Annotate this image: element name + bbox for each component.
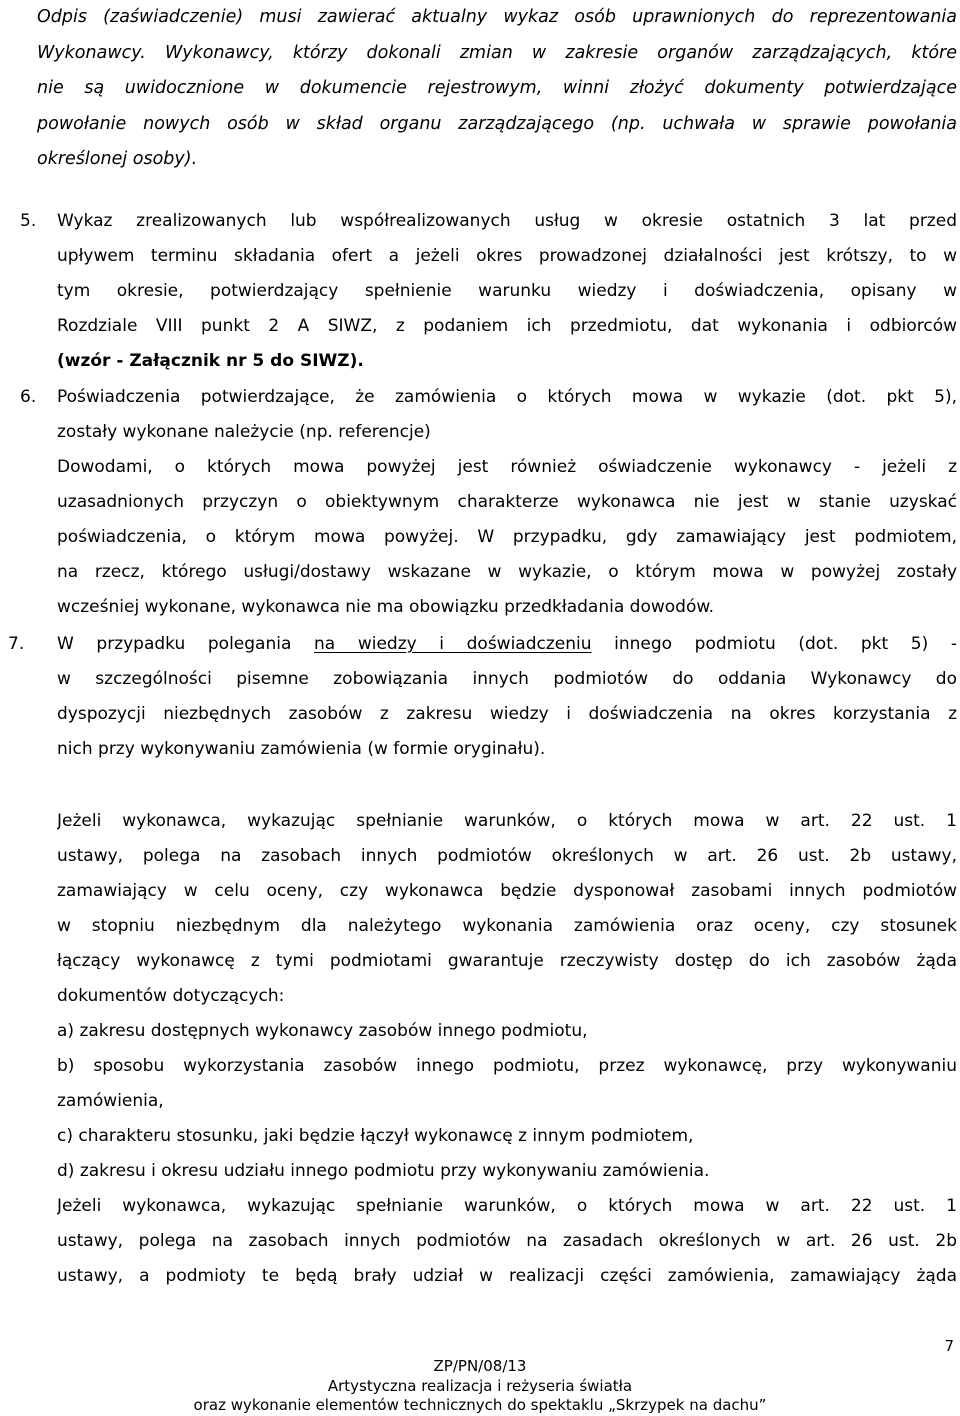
- item-6-text: [57, 380, 957, 625]
- resources-line: Jeżeli wykonawca, wykazując spełnianie warunków, o których mowa w art. 22 ust. 1: [57, 1196, 957, 1216]
- intro-line: określonej osoby).: [37, 149, 198, 170]
- item-7-line: w szczególności pisemne zobowiązania innych podmiotów do oddania Wykonawcy do: [57, 669, 957, 689]
- item-5-line: upływem terminu składania ofert a jeżeli okres prowadzonej działalności jest krótszy, to w: [57, 246, 957, 266]
- item-5-line: Wykaz zrealizowanych lub współrealizowanych usług w okresie ostatnich 3 lat przed: [57, 211, 957, 231]
- resources-list-item: c) charakteru stosunku, jaki będzie łączył wykonawcę z innym podmiotem,: [57, 1126, 694, 1146]
- resources-list-item: b) sposobu wykorzystania zasobów innego podmiotu, przez wykonawcę, przy wykonywaniu: [57, 1056, 957, 1076]
- intro-line: powołanie nowych osób w skład organu zarządzającego (np. uchwała w sprawie powołania: [37, 113, 957, 134]
- resources-line: w stopniu niezbędnym dla należytego wykonania zamówienia oraz oceny, czy stosunek: [57, 916, 957, 936]
- resources-list-item-continuation: zamówienia,: [57, 1091, 164, 1111]
- resources-list-item: a) zakresu dostępnych wykonawcy zasobów innego podmiotu,: [57, 1021, 588, 1041]
- item-5-number: 5.: [20, 211, 37, 231]
- resources-line: zamawiający w celu oceny, czy wykonawca będzie dysponował zasobami innych podmiotów: [57, 881, 957, 901]
- item-7-text: [57, 627, 957, 767]
- item-7-number: 7.: [8, 634, 25, 654]
- intro-line: nie są uwidocznione w dokumencie rejestrowym, winni złożyć dokumenty potwierdzające: [37, 78, 957, 99]
- footer-reference: ZP/PN/08/13: [433, 1357, 527, 1375]
- intro-line: Odpis (zaświadczenie) musi zawierać aktualny wykaz osób uprawnionych do reprezentowania: [37, 7, 957, 27]
- item-6-line: poświadczenia, o którym mowa powyżej. W przypadku, gdy zamawiający jest podmiotem,: [57, 527, 957, 547]
- intro-paragraph: [37, 0, 957, 178]
- resources-line: ustawy, polega na zasobach innych podmiotów określonych w art. 26 ust. 2b ustawy,: [57, 846, 957, 866]
- item-6-line: uzasadnionych przyczyn o obiektywnym charakterze wykonawca nie jest w stanie uzyskać: [57, 492, 957, 512]
- item-6-line: na rzecz, którego usługi/dostawy wskazane w wykazie, o którym mowa w powyżej zostały: [57, 562, 957, 582]
- resources-line: ustawy, a podmioty te będą brały udział w realizacji części zamówienia, zamawiający żąda: [57, 1266, 957, 1286]
- item-5-line: tym okresie, potwierdzający spełnienie warunku wiedzy i doświadczenia, opisany w: [57, 281, 957, 301]
- item-5-text: [57, 204, 957, 379]
- item-5-attachment-reference: (wzór - Załącznik nr 5 do SIWZ).: [57, 351, 364, 371]
- item-7-text-pre: W przypadku polegania: [57, 634, 315, 654]
- resources-line: Jeżeli wykonawca, wykazując spełnianie warunków, o których mowa w art. 22 ust. 1: [57, 811, 957, 831]
- page-footer: [0, 1357, 960, 1416]
- item-6-number: 6.: [20, 387, 37, 407]
- item-6-line: wcześniej wykonane, wykonawca nie ma obowiązku przedkładania dowodów.: [57, 597, 715, 617]
- footer-title-line-2: oraz wykonanie elementów technicznych do spektaklu „Skrzypek na dachu”: [193, 1396, 767, 1414]
- resources-line: ustawy, polega na zasobach innych podmiotów na zasadach określonych w art. 26 ust. 2b: [57, 1231, 957, 1251]
- resources-paragraph: [57, 804, 957, 1294]
- page-number: 7: [944, 1337, 954, 1355]
- item-6-line: zostały wykonane należycie (np. referencje): [57, 422, 431, 442]
- item-5-line: Rozdziale VIII punkt 2 A SIWZ, z podaniem ich przedmiotu, dat wykonania i odbiorców: [57, 316, 957, 336]
- item-7-underlined-phrase: na wiedzy i doświadczeniu: [314, 634, 592, 654]
- resources-line: dokumentów dotyczących:: [57, 986, 285, 1006]
- resources-list-item: d) zakresu i okresu udziału innego podmiotu przy wykonywaniu zamówienia.: [57, 1161, 710, 1181]
- item-7-text-post: innego podmiotu (dot. pkt 5) -: [591, 634, 957, 654]
- item-6-line: Dowodami, o których mowa powyżej jest również oświadczenie wykonawcy - jeżeli z: [57, 457, 957, 477]
- item-6-line: Poświadczenia potwierdzające, że zamówienia o których mowa w wykazie (dot. pkt 5),: [57, 387, 957, 407]
- resources-line: łączący wykonawcę z tymi podmiotami gwarantuje rzeczywisty dostęp do ich zasobów żąda: [57, 951, 957, 971]
- item-7-line: nich przy wykonywaniu zamówienia (w formie oryginału).: [57, 739, 546, 759]
- item-7-line: dyspozycji niezbędnych zasobów z zakresu wiedzy i doświadczenia na okres korzystania z: [57, 704, 957, 724]
- footer-title-line-1: Artystyczna realizacja i reżyseria światła: [327, 1376, 633, 1395]
- item-7-first-line: [57, 627, 957, 662]
- intro-line: Wykonawcy. Wykonawcy, którzy dokonali zmian w zakresie organów zarządzających, które: [37, 42, 957, 63]
